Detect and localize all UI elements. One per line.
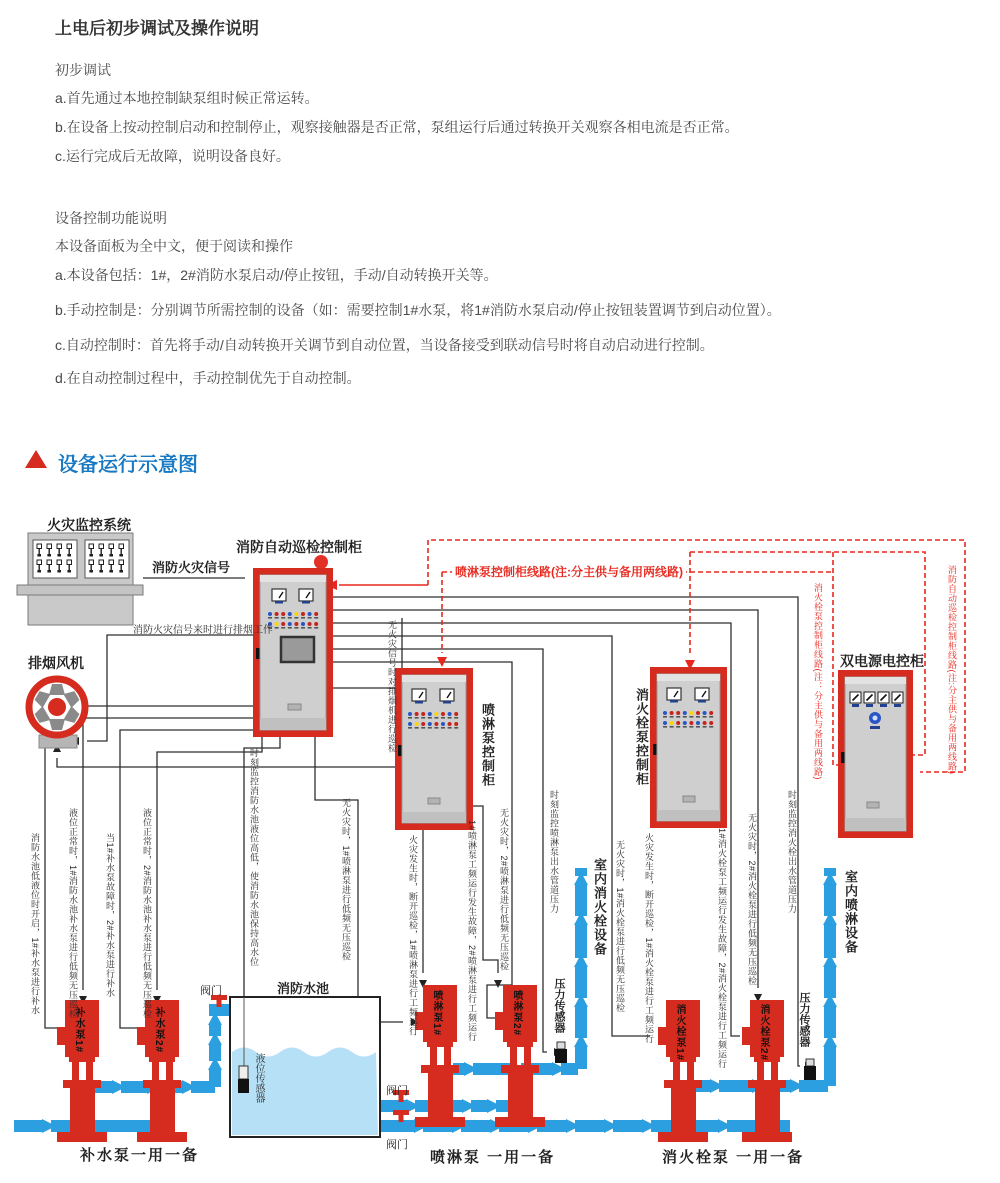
note-col: 时刻监控消防水池液位高低，使消防水池保持高水位 [249, 748, 259, 967]
pump-tag: 补水泵2# [153, 1007, 164, 1054]
hydrant-cabinet-label: 消火栓泵控制柜 [634, 688, 649, 786]
auto-circuit-label: 消防自动巡检控制柜线路(注:分主供与备用两线路) [947, 565, 957, 775]
group-caption: 消火栓泵 一用一备 [662, 1149, 805, 1166]
note-col: 消防水池低液位时开启，1#补水泵进行补水 [30, 833, 40, 1016]
pump-tag: 喷淋泵2# [511, 990, 522, 1037]
note-col: 无火灾时，1#喷淋泵进行低频无压巡检 [341, 798, 351, 962]
group-caption: 补水泵一用一备 [80, 1147, 200, 1164]
debug-item: a.首先通过本地控制缺泵组时候正常运转。 [55, 90, 319, 106]
note-col: 无火灾信号时对排烟机进行巡检 [387, 620, 397, 753]
level-sensor-icon [239, 1066, 248, 1079]
fire-monitor-label: 火灾监控系统 [47, 517, 131, 533]
debug-item: b.在设备上按动控制启动和控制停止，观察接触器是否正常，泵组运行后通过转换开关观察各相电流是否正常。 [55, 119, 739, 135]
note-col: 1#喷淋泵工频运行发生故障，2#喷淋泵进行工频运行 [467, 820, 477, 1042]
beacon-icon [314, 555, 328, 569]
note-col: 液位正常时，2#消防水池补水泵进行低频无压巡检 [142, 808, 152, 1019]
note-col: 火灾发生时，断开巡检，1#喷淋泵进行工频运行 [408, 835, 418, 1037]
door-handle [841, 752, 845, 763]
spray-circuit-label: 喷淋泵控制柜线路(注:分主供与备用两线路) [452, 563, 686, 580]
pressure-sensor-icon [555, 1042, 567, 1063]
level-sensor-label: 液位传感器 [253, 1053, 264, 1103]
note-col: 无火灾时，1#消火栓泵进行低频无压巡检 [615, 840, 625, 1013]
control-item: a.本设备包括：1#，2#消防水泵启动/停止按钮，手动/自动转换开关等。 [55, 267, 498, 283]
main-inspection-cabinet [253, 555, 333, 737]
pressure-sensor-label: 压力传感器 [553, 978, 565, 1033]
pressure-sensor-label: 压力传感器 [798, 992, 810, 1047]
pressure-sensor-icon [804, 1059, 816, 1080]
indoor-hydrant-label: 室内消火栓设备 [592, 858, 607, 956]
control-item: c.自动控制时：首先将手动/自动转换开关调节到自动位置，当设备接受到联动信号时将自动启动进行控制。 [55, 337, 714, 353]
door-handle [256, 648, 260, 659]
spray-cabinet-label: 喷淋泵控制柜 [480, 703, 495, 787]
indoor-spray-label: 室内喷淋设备 [843, 870, 858, 954]
debug-heading: 初步调试 [55, 62, 111, 78]
page-title: 上电后初步调试及操作说明 [55, 19, 259, 38]
spray-pump-cabinet [395, 668, 473, 830]
diagram-heading: 设备运行示意图 [58, 454, 198, 476]
smoke-fan-icon [29, 679, 85, 748]
note-col: 火灾发生时，断开巡检，1#消火栓泵进行工频运行 [644, 833, 654, 1044]
dual-power-cabinet [838, 670, 913, 838]
hydrant-circuit-label: 消火栓泵控制柜线路(注：分主供与备用两线路) [813, 583, 823, 780]
note-col: 时刻监控消火栓出水管道压力 [787, 790, 797, 914]
group-caption: 喷淋泵 一用一备 [430, 1149, 556, 1166]
hydrant-pump-cabinet [650, 667, 727, 828]
valve-label: 阀门 [386, 1085, 408, 1097]
control-intro: 本设备面板为全中文，便于阅读和操作 [55, 238, 293, 254]
smoke-note-label: 消防火灾信号来时进行排烟工作 [133, 625, 273, 636]
display-screen [281, 637, 314, 662]
dual-cabinet-label: 双电源电控柜 [840, 653, 924, 669]
smoke-fan-label: 排烟风机 [28, 655, 84, 671]
note-col: 液位正常时，1#消防水池补水泵进行低频无压巡检 [68, 808, 78, 1019]
fire-signal-label: 消防火灾信号 [152, 560, 231, 575]
tank-label: 消防水池 [277, 981, 330, 996]
control-heading: 设备控制功能说明 [55, 210, 167, 226]
note-col: 1#消火栓泵工频运行发生故障，2#消火栓泵进行工频运行 [717, 828, 727, 1069]
note-col: 无火灾时，2#消火栓泵进行低频无压巡检 [747, 813, 757, 986]
main-cabinet-label: 消防自动巡检控制柜 [236, 539, 362, 555]
pump-tag: 补水泵1# [73, 1007, 84, 1054]
valve-label: 阀门 [200, 985, 222, 997]
fire-monitor-console [17, 533, 143, 625]
pump-tag: 喷淋泵1# [431, 990, 442, 1037]
pump-tag: 消火栓泵2# [758, 1004, 769, 1062]
debug-item: c.运行完成后无故障，说明设备良好。 [55, 148, 290, 164]
note-col: 时刻监控喷淋泵出水管道压力 [549, 790, 559, 914]
control-item: d.在自动控制过程中，手动控制优先于自动控制。 [55, 370, 361, 386]
pump-tag: 消火栓泵1# [674, 1004, 685, 1062]
valve-label: 阀门 [386, 1139, 408, 1151]
control-item: b.手动控制是：分别调节所需控制的设备（如：需要控制1#水泵，将1#消防水泵启动/停止按钮装置调节到启动位置）。 [55, 302, 781, 318]
door-handle [653, 744, 657, 755]
note-col: 当1#补水泵故障时，2#补水泵进行补水 [105, 833, 115, 998]
note-col: 无火灾时，2#喷淋泵进行低频无压巡检 [499, 808, 509, 972]
